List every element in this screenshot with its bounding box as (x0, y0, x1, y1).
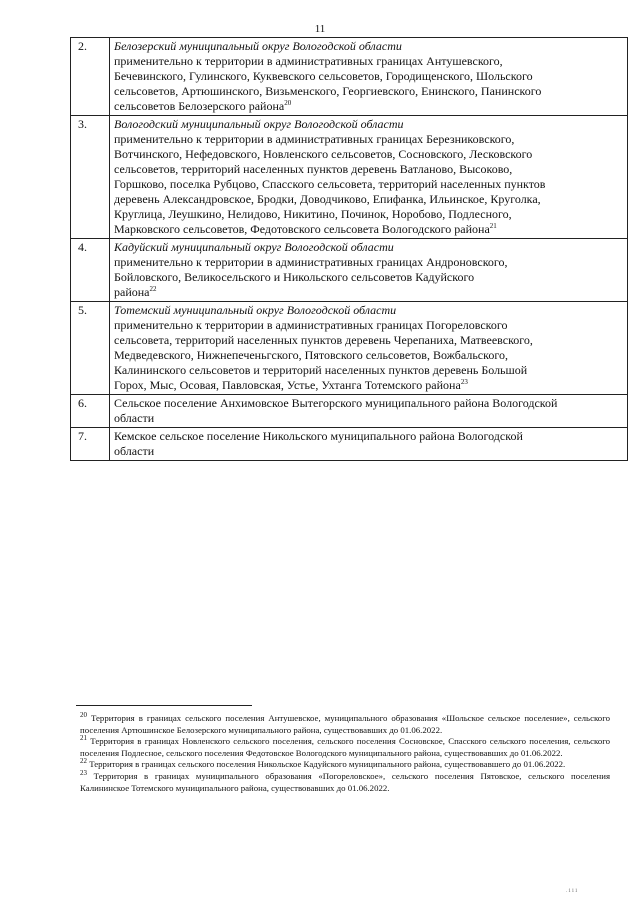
text-line-content: сельсоветов, территорий населенных пунктов деревень Ватланово, Высоково, (114, 162, 513, 176)
text-line-content: Бечевинского, Гулинского, Куквевского сельсоветов, Городищенского, Шольского (114, 69, 533, 83)
footnote-text: Территория в границах сельского поселения Антушевское, муниципального образования «Шольское сельское поселение», сельского поселения Артюшинское Белозерского муниципального района, существовавших до 01.06.2022. (80, 713, 610, 735)
row-text (110, 38, 628, 116)
footnote-text: Территория в границах сельского поселения Никольское Кадуйского муниципального района, существовавшего до 01.06.2022. (89, 759, 566, 770)
text-line (114, 378, 623, 393)
footnote-mark: 23 (80, 769, 87, 778)
footnote-reference[interactable]: 22 (149, 285, 157, 293)
text-line-content: сельсоветов Белозерского района (114, 99, 285, 113)
territory-table (70, 37, 628, 461)
text-line-content: применительно к территории в административных границах Погореловского (114, 318, 508, 332)
text-line (114, 207, 623, 222)
footnote-mark: 22 (80, 757, 87, 766)
table-row (71, 302, 628, 395)
table-row (71, 38, 628, 116)
table-row (71, 116, 628, 239)
text-line (114, 411, 623, 426)
text-line (114, 429, 623, 444)
text-line (114, 222, 623, 237)
text-line-content: сельсовета, территорий населенных пунктов деревень Черепаниха, Матвеевского, (114, 333, 533, 347)
text-line-content: области (114, 444, 155, 458)
footnote-text: Территория в границах муниципального образования «Погореловское», сельского поселения Пятовское, сельского поселения Калининское Тотемского муниципального района, существовавших до 01.06.2022. (80, 770, 611, 793)
municipality-heading: Вологодский муниципальный округ Вологодской области (114, 117, 404, 131)
text-line-content: Горшково, поселка Рубцово, Спасского сельсовета, территорий населенных пунктов (114, 177, 546, 191)
footnote-mark: 21 (80, 734, 87, 743)
row-text (110, 239, 628, 302)
text-line-content: сельсоветов, Артюшинского, Визьменского, Георгиевского, Енинского, Панинского (114, 84, 542, 98)
row-number: 7. (71, 428, 110, 461)
footnote-text: Территория в границах Новленского сельского поселения, сельского поселения Сосновское, Спасского сельского поселения, сельского поселения Подлесное, сельского поселения Федотовское Вологодского муниципального района, существовавших до 01.06.2022. (80, 736, 611, 758)
text-line (114, 132, 623, 147)
text-line (114, 333, 623, 348)
table-body (71, 38, 628, 461)
text-line-content: деревень Александровское, Бродки, Доводчиково, Епифанка, Ильинское, Круголка, (114, 192, 541, 206)
municipality-heading: Тотемский муниципальный округ Вологодской области (114, 303, 397, 317)
footnote (80, 759, 610, 771)
table-row (71, 239, 628, 302)
text-line (114, 348, 623, 363)
text-line (114, 318, 623, 333)
text-line-content: Вотчинского, Нефедовского, Новленского сельсоветов, Сосновского, Лесковского (114, 147, 533, 161)
footnote-mark: 20 (80, 711, 87, 720)
text-line (114, 192, 623, 207)
text-line (114, 177, 623, 192)
footnote (80, 771, 610, 794)
table-row (71, 395, 628, 428)
text-line-content: Кемское сельское поселение Никольского муниципального района Вологодской (114, 429, 523, 443)
text-line-content: применительно к территории в административных границах Антушевского, (114, 54, 503, 68)
row-text (110, 302, 628, 395)
text-line-content: Бойловского, Великосельского и Никольского сельсоветов Кадуйского (114, 270, 475, 284)
text-line (114, 255, 623, 270)
table-row (71, 428, 628, 461)
row-number: 3. (71, 116, 110, 239)
footnote (80, 736, 610, 759)
text-line (114, 69, 623, 84)
footnotes (80, 713, 610, 794)
text-line-content: Горох, Мыс, Осовая, Павловская, Устье, Ухтанга Тотемского района (114, 378, 461, 392)
row-number: 2. (71, 38, 110, 116)
page-number: 11 (314, 23, 326, 35)
text-line-content: Марковского сельсоветов, Федотовского сельсовета Вологодского района (114, 222, 490, 236)
text-line (114, 270, 623, 285)
row-number: 6. (71, 395, 110, 428)
text-line-content: Медведевского, Нижнепеченьгского, Пятовского сельсоветов, Вожбальского, (114, 348, 508, 362)
text-line (114, 84, 623, 99)
row-text (110, 116, 628, 239)
text-line-content: Сельское поселение Анхимовское Вытегорского муниципального района Вологодской (114, 396, 558, 410)
text-line (114, 147, 623, 162)
text-line-content: Калининского сельсоветов и территорий населенных пунктов деревень Большой (114, 363, 528, 377)
text-line (114, 54, 623, 69)
footnote-reference[interactable]: 20 (284, 99, 292, 107)
text-line-content: области (114, 411, 155, 425)
footnote-separator (76, 705, 252, 706)
text-line (114, 285, 623, 300)
corner-mark: .111 (566, 889, 579, 894)
text-line (114, 396, 623, 411)
text-line (114, 162, 623, 177)
footnote-reference[interactable]: 21 (489, 222, 497, 230)
municipality-heading: Белозерский муниципальный округ Вологодской области (114, 39, 402, 53)
row-text (110, 428, 628, 461)
footnote (80, 713, 610, 736)
text-line (114, 444, 623, 459)
row-number: 4. (71, 239, 110, 302)
footnote-reference[interactable]: 23 (460, 378, 468, 386)
text-line (114, 363, 623, 378)
text-line-content: применительно к территории в административных границах Андроновского, (114, 255, 508, 269)
row-text (110, 395, 628, 428)
text-line-content: Круглица, Леушкино, Нелидово, Никитино, Починок, Норобово, Подлесного, (114, 207, 512, 221)
text-line-content: района (114, 285, 150, 299)
municipality-heading: Кадуйский муниципальный округ Вологодской области (114, 240, 394, 254)
text-line (114, 99, 623, 114)
text-line-content: применительно к территории в административных границах Березниковского, (114, 132, 515, 146)
row-number: 5. (71, 302, 110, 395)
